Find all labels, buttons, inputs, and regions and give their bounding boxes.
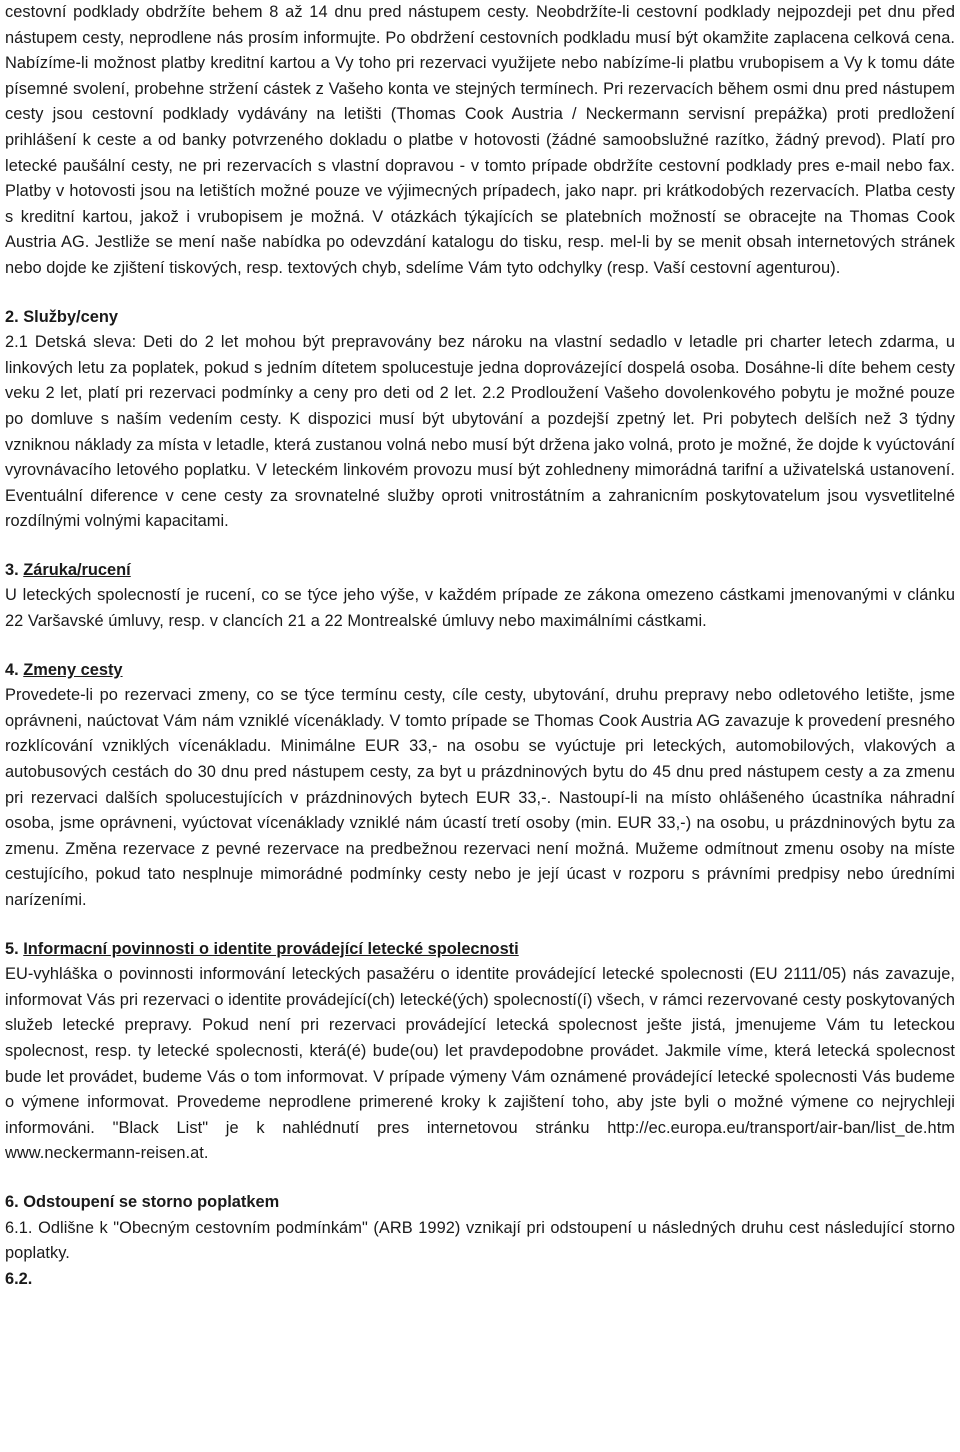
section-heading-3 [5,558,955,584]
intro-paragraph: cestovní podklady obdržíte behem 8 až 14 dnu pred nástupem cesty. Neobdržíte-li cestovní podklady nejpozdeji pet dnu před nástupem cesty, neprodlene nás prosím informujte. Po obdržení cestovních podkladu musí být okamžite zaplacena celková cena. Nabízíme-li možnost platby kreditní kartou a Vy toho pri rezervaci využijete nebo nabízíme-li platbu vrubopisem a Vy k tomu dáte písemné svolení, probehne stržení cástek z Vašeho konta ve stejných termínech. Pri rezervacích během osmi dnu pred nástupem cesty jsou cestovní podklady vydávány na letišti (Thomas Cook Austria / Neckermann servisní prepážka) proti predložení prihlášení k ceste a od banky potvrzeného dokladu o platbe v hotovosti (žádné samoobslužné razítko, žádný prevod). Platí pro letecké paušální cesty, ne pri rezervacích s vlastní dopravou - v tomto prípade obdržíte cestovní podklady pres e-mail nebo fax. Platby v hotovosti jsou na letištích možné pouze ve výjimecných prípadech, jako napr. pri krátkodobých rezervacích. Platba cesty s kreditní kartou, jakož i vrubopisem je možná. V otázkách týkajících se platebních možností se obracejte na Thomas Cook Austria AG. Jestliže se mení naše nabídka po odevzdání katalogu do tisku, resp. mel-li by se menit obsah internetových stránek nebo dojde ke zjištení tiskových, resp. textových chyb, sdelíme Vám tyto odchylky (resp. Vaší cestovní agenturou). [5,3,955,277]
subsection-label-6-2: 6.2. [5,1269,33,1288]
spacer [5,535,955,558]
section-number: 4. [5,660,19,679]
section-number: 5. [5,939,19,958]
section-number: 2. [5,307,19,326]
section-title: Informacní povinnosti o identite provádející letecké spolecnosti [23,939,519,958]
section-body-3: U leteckých spolecností je rucení, co se týce jeho výše, v každém prípade ze zákona omezeno cástkami jmenovanými v clánku 22 Varšavské úmluvy, resp. v clancích 21 a 22 Montrealské úmluvy nebo maximálními cástkami. [5,586,955,631]
spacer [5,914,955,937]
section-body-4: Provedete-li po rezervaci zmeny, co se týce termínu cesty, cíle cesty, ubytování, druhu prepravy nebo odletového letište, jsme oprávneni, naúctovat Vám nám vzniklé vícenáklady. V tomto prípade se Thomas Cook Austria AG zavazuje k provedení presného rozklícování vzniklých vícenákladu. Minimálne EUR 33,- na osobu se vyúctuje pri leteckých, automobilových, vlakových a autobusových cestách do 30 dnu pred nástupem cesty, za byt u prázdninových bytu do 45 dnu pred nástupem cesty a za zmenu pri rezervaci dalších spolucestujících v prázdninových bytech EUR 33,-. Nastoupí-li na místo ohlášeného úcastníka náhradní osoba, jsme oprávneni, vyúctovat vícenáklady vzniklé nám úcastí tretí osoby (min. EUR 33,-) na osobu, u prázdninových bytu za zmenu. Změna rezervace z pevné rezervace na predbežnou rezervaci není možná. Mužeme odmítnout zmenu osoby na míste cestujícího, pokud tato nesplnuje mimorádné podmínky cesty nebo je její úcast v rozporu s právními predpisy nebo úredními narízeními. [5,686,955,909]
section-title: Záruka/rucení [23,560,131,579]
section-body-2: 2.1 Detská sleva: Deti do 2 let mohou být prepravovány bez nároku na vlastní sedadlo v letadle pri charter letech zdarma, u linkových letu za poplatek, pokud s jedním dítetem spolucestuje jedna doprovázející dospelá osoba. Dosáhne-li díte behem cesty veku 2 let, platí pri rezervaci podmínky a ceny pro deti od 2 let. 2.2 Prodloužení Vašeho dovolenkového pobytu je možné pouze po domluve s naším vedením cesty. K dispozici musí být ubytování a pozdejší zpetný let. Pri pobytech delších než 3 týdny vzniknou náklady za místa v letadle, která zustanou volná nebo musí být držena jako volná, proto je možné, že dojde k vyúctování vyrovnávacího letového poplatku. V leteckém linkovém provozu musí být zohledneny mimorádná tarifní a uživatelská ustanovení. Eventuální diference v cene cesty za srovnatelné služby oproti vnitrostátním a zahranicním poskytovatelum jsou vysvetlitelné rozdílnými volnými kapacitami. [5,333,955,531]
document-page [5,0,955,1292]
section-heading-4 [5,658,955,684]
section-number: 6. [5,1192,19,1211]
section-heading-2 [5,305,955,331]
section-heading-5 [5,937,955,963]
section-title: Odstoupení se storno poplatkem [23,1192,280,1211]
section-number: 3. [5,560,19,579]
spacer [5,635,955,658]
spacer [5,1167,955,1190]
section-title: Služby/ceny [23,307,118,326]
spacer [5,282,955,305]
section-body-6: 6.1. Odlišne k "Obecným cestovním podmínkám" (ARB 1992) vznikají pri odstoupení u následných druhu cest následující storno poplatky. [5,1218,955,1263]
section-title: Zmeny cesty [23,660,123,679]
section-heading-6 [5,1190,955,1216]
section-body-5: EU-vyhláška o povinnosti informování leteckých pasažéru o identite provádející letecké spolecnosti (EU 2111/05) nás zavazuje, informovat Vás pri rezervaci o identite provádející(ch) letecké(ých) spolecností(í) všech, v rámci rezervované cesty poskytovaných služeb letecké prepravy. Pokud není pri rezervaci provádející letecká spolecnost ješte jistá, jmenujeme Vám tu leteckou spolecnost, resp. ty letecké spolecnosti, která(é) bude(ou) let pravdepodobne provádet. Jakmile víme, která letecká spolecnost bude let provádet, budeme Vás o tom informovat. V prípade výmeny Vám oznámené provádející letecké spolecnosti Vás budeme o výmene informovat. Provedeme neprodlene primerené kroky k zajištení toho, aby jste byli o možné výmene co nejrychleji informováni. "Black List" je k nahlédnutí pres internetovou stránku http://ec.europa.eu/transport/air-ban/list_de.htm www.neckermann-reisen.at. [5,965,955,1163]
